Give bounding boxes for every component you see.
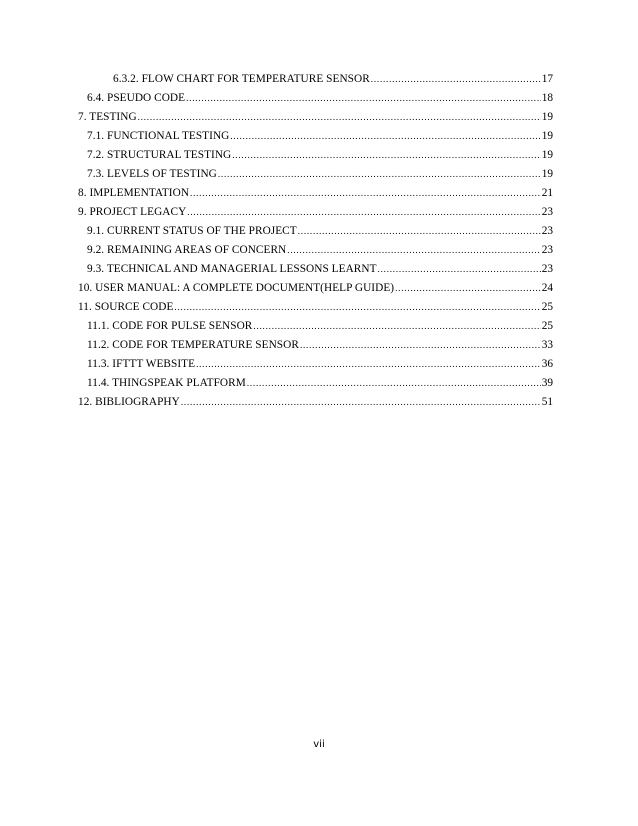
toc-entry-page: 21	[541, 187, 553, 199]
toc-entry-title: 7.1. FUNCTIONAL TESTING	[87, 130, 230, 142]
toc-dot-leader	[138, 108, 541, 127]
page-number: vii	[313, 739, 325, 750]
toc-entry-page: 51	[541, 396, 553, 408]
toc-entry	[78, 70, 553, 89]
toc-entry-page: 24	[541, 282, 553, 294]
toc-entry	[78, 355, 553, 374]
toc-dot-leader	[378, 260, 541, 279]
toc-entry	[78, 146, 553, 165]
toc-entry-title: 8. IMPLEMENTATION	[78, 187, 190, 199]
toc-entry-title: 11. SOURCE CODE	[78, 301, 174, 313]
toc-dot-leader	[218, 165, 541, 184]
toc-entry	[78, 127, 553, 146]
toc-dot-leader	[230, 127, 540, 146]
toc-entry-title: 12. BIBLIOGRAPHY	[78, 396, 180, 408]
toc-entry	[78, 165, 553, 184]
toc-entry	[78, 241, 553, 260]
toc-entry-title: 7.3. LEVELS OF TESTING	[87, 168, 217, 180]
toc-entry-title: 6.4. PSEUDO CODE	[87, 92, 186, 104]
toc-entry-page: 25	[541, 320, 553, 332]
toc-entry-title: 9.3. TECHNICAL AND MANAGERIAL LESSONS LEARNT	[87, 263, 377, 275]
toc-entry	[78, 336, 553, 355]
toc-entry-page: 19	[541, 130, 553, 142]
toc-entry	[78, 222, 553, 241]
toc-entry	[78, 203, 553, 222]
toc-dot-leader	[174, 298, 540, 317]
toc-entry-page: 23	[541, 225, 553, 237]
toc-entry-page: 33	[541, 339, 553, 351]
toc-entry-page: 23	[541, 263, 553, 275]
toc-entry-page: 19	[541, 111, 553, 123]
toc-entry-title: 11.4. THINGSPEAK PLATFORM	[87, 377, 246, 389]
toc-dot-leader	[371, 70, 541, 89]
toc-dot-leader	[298, 222, 541, 241]
toc-dot-leader	[395, 279, 541, 298]
toc-entry-page: 19	[541, 149, 553, 161]
table-of-contents	[78, 70, 553, 412]
toc-dot-leader	[196, 355, 541, 374]
toc-entry	[78, 393, 553, 412]
toc-entry-title: 11.1. CODE FOR PULSE SENSOR	[87, 320, 253, 332]
toc-entry-page: 25	[541, 301, 553, 313]
toc-entry-title: 7. TESTING	[78, 111, 137, 123]
toc-dot-leader	[190, 184, 541, 203]
toc-dot-leader	[187, 203, 540, 222]
toc-entry	[78, 317, 553, 336]
toc-dot-leader	[232, 146, 540, 165]
toc-entry-title: 11.2. CODE FOR TEMPERATURE SENSOR	[87, 339, 299, 351]
toc-entry-title: 9.1. CURRENT STATUS OF THE PROJECT	[87, 225, 297, 237]
toc-dot-leader	[287, 241, 540, 260]
toc-entry-page: 23	[541, 244, 553, 256]
toc-entry	[78, 374, 553, 393]
toc-entry	[78, 260, 553, 279]
toc-entry-page: 39	[541, 377, 553, 389]
toc-dot-leader	[253, 317, 540, 336]
toc-entry-page: 19	[541, 168, 553, 180]
toc-dot-leader	[186, 89, 541, 108]
toc-entry	[78, 298, 553, 317]
toc-entry	[78, 184, 553, 203]
toc-entry	[78, 89, 553, 108]
toc-dot-leader	[181, 393, 541, 412]
toc-entry-title: 7.2. STRUCTURAL TESTING	[87, 149, 232, 161]
toc-entry-title: 9. PROJECT LEGACY	[78, 206, 187, 218]
toc-entry-page: 18	[541, 92, 553, 104]
toc-dot-leader	[247, 374, 541, 393]
toc-entry-page: 23	[541, 206, 553, 218]
toc-entry-page: 17	[541, 73, 553, 85]
toc-entry-title: 11.3. IFTTT WEBSITE	[87, 358, 196, 370]
toc-entry	[78, 279, 553, 298]
toc-entry-title: 9.2. REMAINING AREAS OF CONCERN	[87, 244, 287, 256]
toc-entry-page: 36	[541, 358, 553, 370]
toc-entry	[78, 108, 553, 127]
toc-entry-title: 6.3.2. FLOW CHART FOR TEMPERATURE SENSOR	[113, 73, 370, 85]
toc-entry-title: 10. USER MANUAL: A COMPLETE DOCUMENT(HELP GUIDE)	[78, 282, 395, 294]
toc-dot-leader	[300, 336, 541, 355]
